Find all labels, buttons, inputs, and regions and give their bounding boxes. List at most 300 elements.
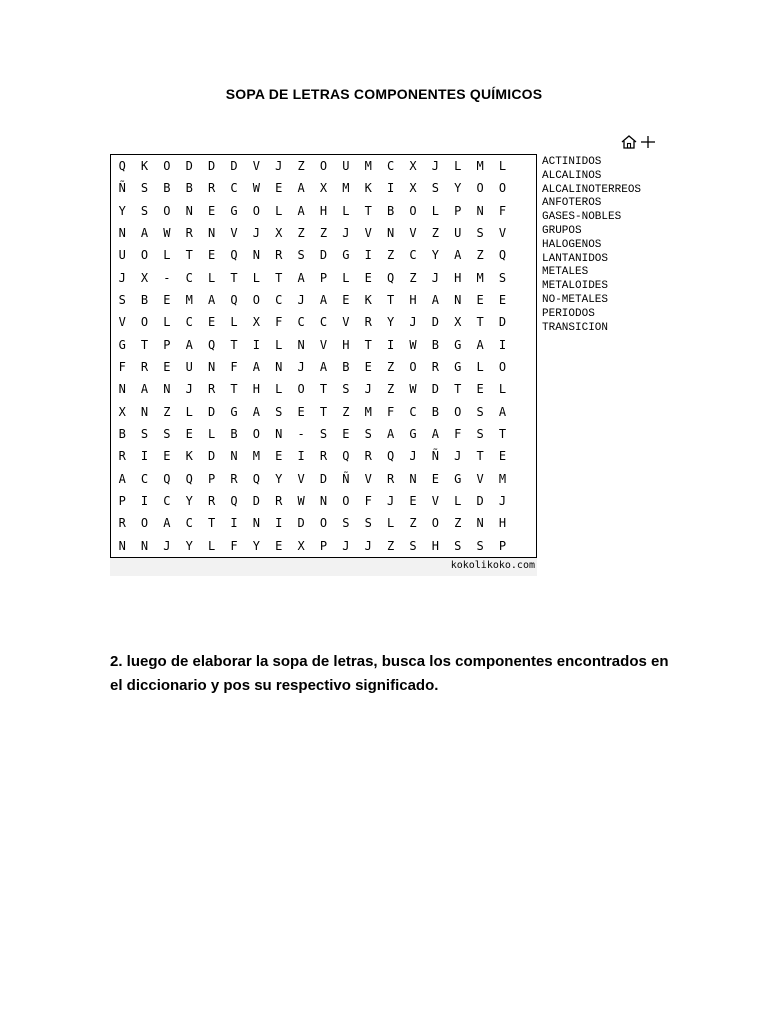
grid-cell: V	[319, 337, 328, 352]
grid-cell: C	[185, 516, 193, 531]
grid-cell	[514, 490, 536, 512]
grid-cell: Y	[185, 494, 193, 509]
grid-cell: J	[454, 449, 462, 464]
grid-cell	[514, 334, 536, 356]
grid-cell: T	[208, 516, 216, 531]
grid-cell: I	[140, 449, 149, 464]
grid-cell: O	[409, 203, 417, 218]
grid-cell: A	[140, 226, 149, 241]
word-list-item: ACTINIDOS	[542, 156, 602, 168]
grid-cell: E	[498, 449, 507, 464]
grid-cell: R	[275, 248, 283, 263]
grid-cell: J	[498, 494, 507, 509]
grid-cell: X	[409, 181, 417, 196]
grid-cell: J	[297, 293, 305, 308]
grid-cell: R	[364, 449, 372, 464]
grid-cell: C	[185, 315, 193, 330]
grid-cell: M	[364, 404, 372, 419]
grid-cell: J	[275, 159, 283, 174]
grid-cell: Ñ	[118, 181, 126, 196]
grid-cell: C	[409, 404, 417, 419]
grid-cell: M	[342, 181, 350, 196]
grid-cell: N	[476, 516, 484, 531]
grid-cell: A	[386, 427, 395, 442]
grid-cell: O	[342, 494, 350, 509]
grid-cell: K	[140, 159, 149, 174]
grid-cell: D	[208, 449, 216, 464]
grid-cell	[514, 401, 536, 423]
grid-cell: M	[498, 471, 507, 486]
grid-cell: T	[185, 248, 193, 263]
grid-cell: S	[454, 538, 462, 553]
grid-cell: O	[498, 181, 507, 196]
grid-cell: A	[163, 516, 171, 531]
grid-cell: B	[118, 427, 126, 442]
grid-cell: V	[409, 226, 417, 241]
grid-cell: E	[409, 494, 417, 509]
grid-cell: N	[140, 538, 149, 553]
grid-cell: S	[140, 203, 149, 218]
grid-cell: G	[342, 248, 350, 263]
grid-cell: D	[252, 494, 260, 509]
grid-cell: R	[140, 360, 149, 375]
grid-cell: Q	[230, 248, 238, 263]
grid-cell: A	[140, 382, 149, 397]
grid-cell: R	[208, 181, 216, 196]
grid-cell: Z	[454, 516, 462, 531]
grid-cell: D	[208, 404, 216, 419]
grid-cell: C	[297, 315, 305, 330]
grid-cell: F	[386, 404, 395, 419]
grid-cell: A	[185, 337, 193, 352]
grid-cell: S	[476, 404, 484, 419]
grid-cell: D	[431, 382, 439, 397]
grid-cell: L	[498, 159, 507, 174]
grid-cell: H	[342, 337, 350, 352]
grid-cell: T	[386, 293, 395, 308]
grid-cell: T	[230, 337, 238, 352]
grid-cell: V	[498, 226, 507, 241]
grid-cell: G	[409, 427, 417, 442]
grid-cell: A	[252, 404, 260, 419]
grid-cell: B	[386, 203, 395, 218]
grid-cell: F	[364, 494, 372, 509]
grid-cell: F	[275, 315, 283, 330]
word-list-item: METALES	[542, 266, 589, 279]
grid-cell: O	[140, 248, 149, 263]
grid-cell: R	[431, 360, 439, 375]
grid-cell: B	[431, 404, 439, 419]
grid-cell: I	[498, 337, 507, 352]
grid-cell	[514, 177, 536, 199]
grid-cell: G	[454, 337, 462, 352]
grid-cell: I	[275, 516, 283, 531]
grid-cell: U	[118, 248, 126, 263]
grid-cell: Z	[409, 516, 417, 531]
grid-cell: D	[185, 159, 193, 174]
grid-cell: N	[140, 404, 149, 419]
grid-cell: A	[319, 360, 328, 375]
grid-cell: S	[275, 404, 283, 419]
grid-cell: Y	[118, 203, 126, 218]
grid-cell: B	[185, 181, 193, 196]
grid-cell: W	[409, 382, 417, 397]
grid-cell: L	[342, 203, 350, 218]
grid-cell: Q	[118, 159, 126, 174]
grid-cell: F	[230, 538, 238, 553]
grid-cell: A	[208, 293, 216, 308]
grid-cell: M	[252, 449, 260, 464]
grid-cell: P	[163, 337, 171, 352]
grid-cell: Q	[342, 449, 350, 464]
grid-cell: X	[297, 538, 305, 553]
grid-cell: L	[208, 538, 216, 553]
letter-grid	[111, 155, 536, 557]
word-list-item: GASES-NOBLES	[542, 211, 622, 224]
grid-cell: R	[230, 471, 238, 486]
grid-cell: N	[118, 538, 126, 553]
grid-cell: Z	[431, 226, 439, 241]
grid-cell: F	[118, 360, 126, 375]
grid-cell: Z	[342, 404, 350, 419]
grid-cell: O	[319, 516, 328, 531]
word-search-grid	[110, 154, 537, 558]
grid-cell: N	[252, 248, 260, 263]
grid-cell: T	[230, 382, 238, 397]
grid-cell: O	[163, 159, 171, 174]
grid-cell: Z	[386, 538, 395, 553]
grid-cell: N	[208, 226, 216, 241]
grid-cell: N	[297, 337, 305, 352]
grid-cell: D	[230, 159, 238, 174]
grid-cell: S	[431, 181, 439, 196]
grid-cell: T	[364, 337, 372, 352]
grid-cell: A	[118, 471, 126, 486]
grid-cell: D	[319, 248, 328, 263]
grid-cell: C	[409, 248, 417, 263]
grid-cell: Y	[275, 471, 283, 486]
grid-cell: O	[319, 159, 328, 174]
credit-bar	[110, 558, 537, 576]
grid-cell: Z	[297, 159, 305, 174]
grid-cell: A	[252, 360, 260, 375]
grid-cell: B	[431, 337, 439, 352]
grid-cell: V	[297, 471, 305, 486]
grid-cell: C	[386, 159, 395, 174]
grid-cell: E	[185, 427, 193, 442]
grid-cell: L	[431, 203, 439, 218]
grid-cell: E	[163, 360, 171, 375]
grid-cell: J	[431, 159, 439, 174]
grid-cell: E	[342, 293, 350, 308]
grid-cell: I	[364, 248, 372, 263]
grid-cell: O	[252, 293, 260, 308]
grid-cell: M	[476, 159, 484, 174]
grid-cell: G	[118, 337, 126, 352]
grid-cell: M	[185, 293, 193, 308]
grid-cell: N	[275, 360, 283, 375]
grid-cell: C	[140, 471, 149, 486]
grid-cell: J	[185, 382, 193, 397]
grid-cell: X	[140, 270, 149, 285]
grid-cell: P	[454, 203, 462, 218]
grid-cell: -	[163, 270, 171, 285]
grid-cell: A	[319, 293, 328, 308]
grid-cell: Ñ	[431, 449, 439, 464]
word-list-item: LANTANIDOS	[542, 252, 609, 265]
grid-cell: E	[208, 315, 216, 330]
grid-cell: L	[275, 203, 283, 218]
grid-cell: Z	[386, 360, 395, 375]
grid-cell: A	[297, 203, 305, 218]
grid-cell: C	[319, 315, 328, 330]
grid-cell: R	[118, 516, 126, 531]
grid-cell: N	[252, 516, 260, 531]
grid-cell: E	[498, 293, 507, 308]
grid-cell: A	[297, 270, 305, 285]
grid-cell: E	[364, 270, 372, 285]
grid-cell: L	[163, 248, 171, 263]
grid-cell: Q	[163, 471, 171, 486]
grid-cell: C	[163, 494, 171, 509]
grid-cell: E	[476, 382, 484, 397]
grid-cell: E	[476, 293, 484, 308]
instruction-text: 2. luego de elaborar la sopa de letras, busca los componentes encontrados en el diccionario y pos su respectivo significado.	[110, 653, 669, 694]
grid-cell: B	[342, 360, 350, 375]
grid-cell: S	[140, 181, 149, 196]
grid-cell: K	[185, 449, 193, 464]
grid-cell: I	[252, 337, 260, 352]
grid-cell: N	[476, 203, 484, 218]
grid-cell: E	[275, 538, 283, 553]
grid-cell: A	[431, 427, 439, 442]
grid-cell: Y	[252, 538, 260, 553]
word-list-item: PERIODOS	[542, 307, 595, 320]
grid-cell: Z	[319, 226, 328, 241]
grid-cell: U	[454, 226, 462, 241]
grid-cell: A	[454, 248, 462, 263]
grid-cell: H	[319, 203, 328, 218]
grid-cell: X	[454, 315, 462, 330]
grid-cell: S	[476, 427, 484, 442]
grid-cell: A	[431, 293, 439, 308]
grid-cell: J	[342, 538, 350, 553]
grid-cell: T	[454, 382, 462, 397]
grid-cell: N	[409, 471, 417, 486]
grid-cell	[514, 200, 536, 222]
grid-cell: A	[498, 404, 507, 419]
grid-cell: I	[140, 494, 149, 509]
grid-cell: E	[163, 449, 171, 464]
grid-cell: J	[364, 538, 372, 553]
word-list-item: NO-METALES	[542, 293, 609, 306]
grid-cell: T	[319, 382, 328, 397]
grid-cell: D	[431, 315, 439, 330]
grid-cell: H	[454, 270, 462, 285]
grid-cell: J	[342, 226, 350, 241]
grid-cell: L	[208, 270, 216, 285]
grid-cell: Z	[297, 226, 305, 241]
grid-cell: G	[454, 471, 462, 486]
grid-cell	[514, 512, 536, 534]
grid-cell: R	[364, 315, 372, 330]
grid-cell: R	[208, 382, 216, 397]
grid-cell: V	[364, 471, 372, 486]
home-icon[interactable]	[620, 134, 638, 155]
grid-cell: V	[364, 226, 372, 241]
grid-cell: N	[163, 382, 171, 397]
grid-cell	[514, 267, 536, 289]
grid-cell: Q	[230, 293, 238, 308]
grid-cell: T	[319, 404, 328, 419]
word-list-item: GRUPOS	[542, 224, 582, 237]
grid-cell: Y	[386, 315, 395, 330]
grid-cell: S	[364, 516, 372, 531]
grid-cell: E	[431, 471, 439, 486]
grid-cell: C	[275, 293, 283, 308]
grid-cell: E	[364, 360, 372, 375]
grid-cell: L	[476, 360, 484, 375]
grid-cell: S	[163, 427, 171, 442]
grid-cell	[514, 423, 536, 445]
word-list-item: ALCALINOS	[542, 169, 602, 182]
grid-cell: F	[498, 203, 507, 218]
grid-cell: S	[476, 538, 484, 553]
grid-cell: Q	[208, 337, 216, 352]
grid-cell: S	[140, 427, 149, 442]
grid-cell: Q	[230, 494, 238, 509]
grid-cell: M	[364, 159, 372, 174]
grid-cell: I	[386, 181, 395, 196]
grid-cell: I	[386, 337, 395, 352]
grid-cell: Q	[498, 248, 507, 263]
grid-cell: H	[409, 293, 417, 308]
grid-cell: R	[185, 226, 193, 241]
page-title: SOPA DE LETRAS COMPONENTES QUÍMICOS	[225, 86, 543, 102]
word-list-item: ALCALINOTERREOS	[542, 183, 642, 196]
grid-cell: R	[275, 494, 283, 509]
grid-cell	[514, 356, 536, 378]
word-list-item: HALOGENOS	[542, 238, 602, 251]
grid-cell: J	[409, 449, 417, 464]
grid-cell: N	[208, 360, 216, 375]
grid-cell: L	[163, 315, 171, 330]
grid-cell: P	[118, 494, 126, 509]
grid-cell: L	[275, 337, 283, 352]
word-list-item: TRANSICION	[542, 321, 609, 334]
grid-cell: Z	[476, 248, 484, 263]
grid-cell: S	[342, 516, 350, 531]
grid-cell: J	[431, 270, 439, 285]
grid-cell	[514, 155, 536, 177]
grid-cell: J	[118, 270, 126, 285]
grid-cell: R	[319, 449, 328, 464]
grid-cell	[514, 445, 536, 467]
grid-cell: G	[230, 404, 238, 419]
grid-cell: L	[185, 404, 193, 419]
grid-cell: W	[163, 226, 171, 241]
grid-cell: O	[163, 203, 171, 218]
grid-cell: I	[297, 449, 305, 464]
word-list-item: ANFOTEROS	[542, 197, 602, 210]
grid-cell: T	[498, 427, 507, 442]
grid-cell: R	[208, 494, 216, 509]
grid-cell: X	[118, 404, 126, 419]
grid-cell: L	[342, 270, 350, 285]
grid-cell: P	[319, 538, 328, 553]
grid-cell: A	[476, 337, 484, 352]
grid-cell: D	[208, 159, 216, 174]
grid-cell: J	[364, 382, 372, 397]
word-list	[542, 156, 641, 335]
grid-cell: Z	[409, 270, 417, 285]
grid-cell: O	[454, 404, 462, 419]
grid-cell: L	[252, 270, 260, 285]
grid-cell: Y	[454, 181, 462, 196]
grid-cell: X	[275, 226, 283, 241]
grid-cell: L	[275, 382, 283, 397]
grid-cell: E	[275, 449, 283, 464]
grid-cell: N	[118, 382, 126, 397]
grid-cell: H	[431, 538, 439, 553]
grid-cell: T	[275, 270, 283, 285]
grid-cell: U	[342, 159, 350, 174]
grid-cell: O	[252, 427, 260, 442]
grid-cell: B	[140, 293, 149, 308]
grid-cell: K	[364, 293, 372, 308]
grid-cell: I	[230, 516, 238, 531]
grid-cell: T	[476, 315, 484, 330]
grid-cell: O	[140, 516, 149, 531]
grid-cell: S	[364, 427, 372, 442]
grid-cell: L	[386, 516, 395, 531]
grid-cell: D	[319, 471, 328, 486]
grid-cell: B	[163, 181, 171, 196]
grid-cell: N	[185, 203, 193, 218]
grid-cell: O	[409, 360, 417, 375]
grid-cell: Y	[185, 538, 193, 553]
grid-cell: L	[454, 159, 462, 174]
toolbar-icons	[620, 134, 656, 154]
grid-cell: R	[386, 471, 395, 486]
grid-cell: O	[431, 516, 439, 531]
grid-cell: Z	[386, 382, 395, 397]
grid-cell: E	[163, 293, 171, 308]
grid-cell: E	[208, 248, 216, 263]
grid-cell: Z	[163, 404, 171, 419]
grid-cell: D	[297, 516, 305, 531]
grid-cell: G	[454, 360, 462, 375]
plus-icon[interactable]	[640, 134, 656, 155]
grid-cell: L	[454, 494, 462, 509]
grid-cell: J	[252, 226, 260, 241]
grid-cell: T	[230, 270, 238, 285]
grid-cell: F	[454, 427, 462, 442]
grid-cell: G	[230, 203, 238, 218]
grid-cell: V	[230, 226, 238, 241]
grid-cell: A	[297, 181, 305, 196]
grid-cell: V	[342, 315, 350, 330]
grid-cell: W	[297, 494, 305, 509]
grid-cell: J	[409, 315, 417, 330]
grid-cell: S	[409, 538, 417, 553]
grid-cell: N	[319, 494, 328, 509]
grid-cell: L	[498, 382, 507, 397]
grid-cell: H	[498, 516, 507, 531]
grid-cell: N	[230, 449, 238, 464]
grid-cell	[514, 535, 536, 557]
grid-cell	[514, 311, 536, 333]
